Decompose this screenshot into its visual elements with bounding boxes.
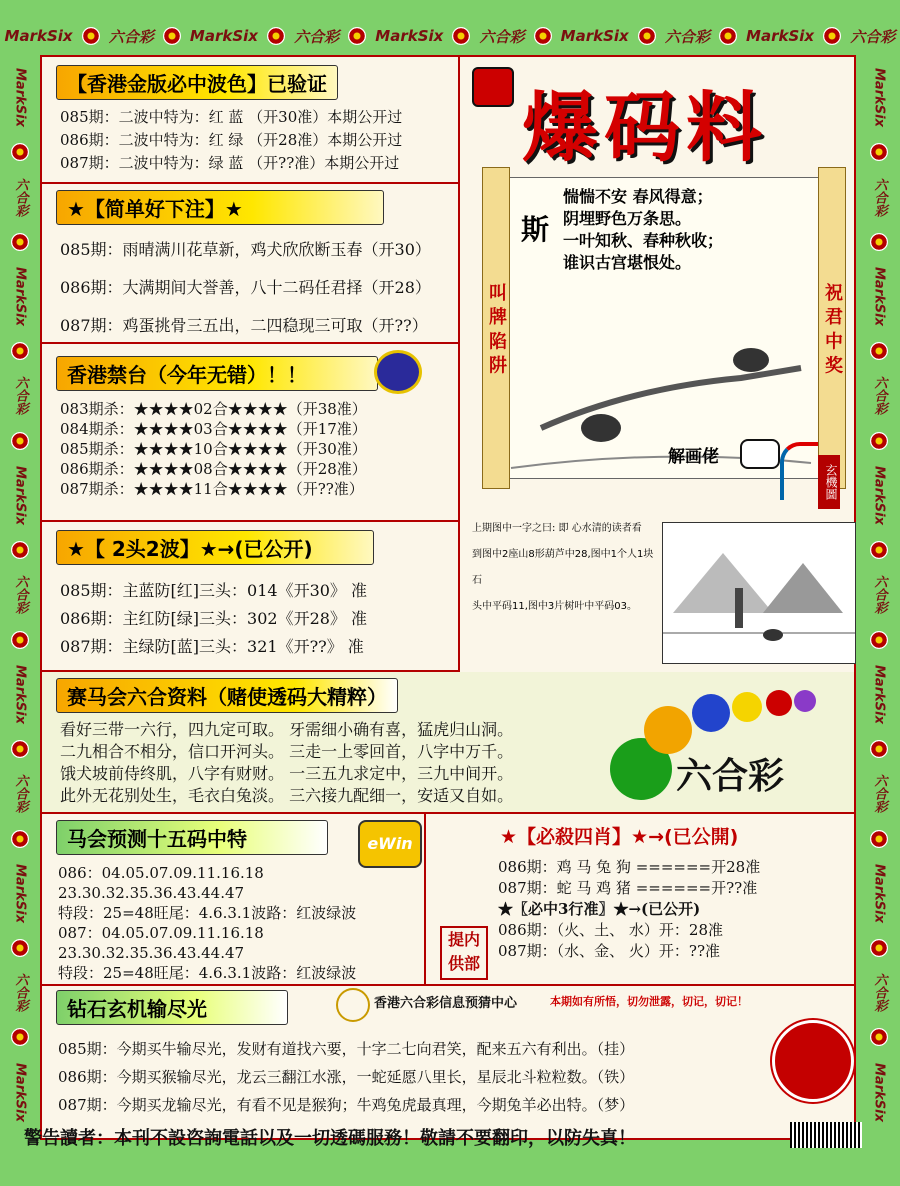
strip-text: 六合彩: [12, 177, 28, 217]
list-item: 看好三带一六行，四九定可取。 牙需细小确有喜，猛虎归山洞。: [60, 720, 514, 739]
strip-text: MarkSix: [12, 863, 28, 923]
flower-icon: [823, 27, 841, 45]
explain-label: 解画佬: [668, 447, 719, 467]
top-strip: [0, 22, 900, 50]
flower-icon: [11, 541, 29, 559]
list-item: 086期：今期买猴输尽光，龙云三翻江水涨，一蛇延愿八里长，星辰北斗粒粒数。（铁）: [58, 1068, 635, 1086]
strip-text: MarkSix: [12, 664, 28, 724]
barcode: [790, 1122, 862, 1148]
flower-icon: [870, 143, 888, 161]
list-item: 086期：二波中特为：红 绿 （开28准）本期公开过: [60, 131, 403, 149]
list-item: 083期杀：★★★★02合★★★★（开38准）: [60, 400, 367, 418]
list-item: 此外无花别处生，毛衣白兔淡。 三六接九配细一，安适又自如。: [60, 786, 514, 805]
list-item: 085期：今期买牛输尽光，发财有道找六要，十字二七向君笑，配来五六有利出。（挂）: [58, 1040, 635, 1058]
strip-text: MarkSix: [12, 68, 28, 128]
bauhinia-emblem-icon: [772, 1020, 854, 1102]
list-item: 087期：（水、金、 火）开：??准: [498, 942, 720, 960]
flower-icon: [11, 233, 29, 251]
strip-text: MarkSix: [871, 267, 887, 327]
strip-text: 六合彩: [871, 177, 887, 217]
section-title: 赛马会六合资料（赌使透码大精粹）: [56, 678, 398, 713]
clue-box: [472, 516, 662, 616]
pointing-hand-icon: [740, 439, 780, 469]
section-title: ★【简单好下注】★: [56, 190, 384, 225]
clue-line: 上期图中一字之曰: 即 心水清的读者看: [472, 523, 642, 534]
flower-icon: [11, 631, 29, 649]
poem-scroll: [500, 177, 820, 479]
mark-six-logo: [600, 690, 850, 810]
strip-text: MarkSix: [12, 1062, 28, 1122]
strip-text: 六合彩: [479, 27, 525, 46]
list-item: 086期：主红防[绿]三头：302《开28》 准: [60, 609, 368, 628]
emblem-icon: [336, 988, 370, 1022]
flower-icon: [534, 27, 552, 45]
poem-label: 斯: [521, 213, 550, 246]
clue-line: 头中平码11,图中3片树叶中平码03。: [472, 601, 637, 612]
logo-dot: [692, 694, 730, 732]
logo-dot: [794, 690, 816, 712]
poem-line: 阴埋野色万条思。: [563, 209, 692, 228]
flower-icon: [11, 432, 29, 450]
strip-text: 六合彩: [871, 973, 887, 1013]
list-item: 23.30.32.35.36.43.44.47: [58, 884, 245, 902]
strip-text: MarkSix: [4, 27, 73, 45]
list-item: 086期：鸡 马 兔 狗 ======开28准: [498, 858, 761, 876]
flower-icon: [870, 1028, 888, 1046]
strip-text: MarkSix: [560, 27, 629, 45]
strip-text: 六合彩: [12, 774, 28, 814]
poem-line: 一叶知秋、春种秋收；: [563, 231, 724, 250]
strip-text: MarkSix: [12, 465, 28, 525]
flower-icon: [638, 27, 656, 45]
flower-icon: [11, 1028, 29, 1046]
coin-icon: [374, 350, 422, 394]
list-item: 特段：25=48旺尾：4.6.3.1波路：红波绿波: [58, 964, 357, 982]
right-scroll-rod: [818, 167, 846, 489]
section-title: ★【必殺四肖】★→(已公開): [500, 826, 739, 848]
flower-icon: [870, 233, 888, 251]
strip-text: MarkSix: [871, 664, 887, 724]
section-fifteen-codes: [42, 814, 426, 986]
section-title: 马会预测十五码中特: [56, 820, 328, 855]
list-item: 085期：雨晴满川花草新，鸡犬欣欣断玉春（开30）: [60, 240, 431, 259]
flower-icon: [870, 939, 888, 957]
strip-text: MarkSix: [375, 27, 444, 45]
ewin-badge: eWin: [358, 820, 422, 868]
section-easy-bet: [42, 184, 460, 344]
clue-line: 到图中2座山8形葫芦中28,图中1个人1块石: [472, 549, 654, 586]
strip-text: MarkSix: [746, 27, 815, 45]
section-title: 【香港金版必中波色】已验证: [56, 65, 338, 100]
flower-icon: [870, 631, 888, 649]
strip-text: MarkSix: [871, 863, 887, 923]
flower-icon: [11, 830, 29, 848]
strip-text: MarkSix: [871, 68, 887, 128]
list-item: 086期：（火、土、 水）开：28准: [498, 921, 723, 939]
poem-line: 谁识古宫堪恨处。: [563, 253, 692, 272]
logo-text: 六合彩: [676, 756, 785, 797]
flower-icon: [11, 143, 29, 161]
warning-footer: 警告讀者：本刊不設咨詢電話以及一切透碼服務！敬請不要翻印，以防失真！: [24, 1128, 636, 1149]
strip-text: 六合彩: [871, 774, 887, 814]
rainbow-hand-icon: [780, 442, 818, 500]
hero-title: 爆码料: [522, 83, 768, 172]
flower-icon: [452, 27, 470, 45]
list-item: 087期：今期买龙输尽光，有看不见是猴狗；牛鸡兔虎最真理，今期兔羊必出特。（梦）: [58, 1096, 635, 1114]
strip-text: 六合彩: [850, 27, 896, 46]
flower-icon: [267, 27, 285, 45]
strip-text: MarkSix: [189, 27, 258, 45]
list-item: 二九相合不相分，信口开河头。 三走一上零回首，八字中万千。: [60, 742, 514, 761]
list-item: 087期：二波中特为：绿 蓝 （开??准）本期公开过: [60, 154, 400, 172]
flower-icon: [870, 740, 888, 758]
section-forbidden: [42, 344, 460, 522]
rod-text: 叫 牌 陷 阱: [486, 282, 507, 374]
info-banner: 香港六合彩信息预猜中心: [374, 996, 518, 1011]
strip-text: 六合彩: [108, 27, 154, 46]
internal-stamp: 提内供部: [440, 926, 488, 980]
strip-text: 六合彩: [871, 575, 887, 615]
section-title: ★【 2头2波】★→(已公开): [56, 530, 374, 565]
strip-text: 六合彩: [294, 27, 340, 46]
logo-dot: [732, 692, 762, 722]
list-item: 084期杀：★★★★03合★★★★（开17准）: [60, 420, 367, 438]
flower-icon: [870, 541, 888, 559]
list-item: 085期：主蓝防[红]三头：014《开30》 准: [60, 581, 368, 600]
flower-icon: [11, 740, 29, 758]
flower-icon: [870, 432, 888, 450]
sub-title: ★〖必中3行准〗★→(已公开): [498, 900, 701, 918]
logo-dot: [644, 706, 692, 754]
list-item: 085期：二波中特为：红 蓝 （开30准）本期公开过: [60, 108, 403, 126]
list-item: 087期杀：★★★★11合★★★★（开??准）: [60, 480, 364, 498]
list-item: 087期：鸡蛋挑骨三五出，二四稳现三可取（开??）: [60, 316, 428, 335]
section-diamond: [42, 986, 854, 1116]
section-title: 香港禁台（今年无错）！！: [56, 356, 378, 391]
strip-text: 六合彩: [12, 575, 28, 615]
fist-icon: [472, 67, 514, 107]
flower-icon: [870, 830, 888, 848]
section-two-heads: [42, 522, 460, 672]
list-item: 086：04.05.07.09.11.16.18: [58, 864, 264, 882]
list-item: 087：04.05.07.09.11.16.18: [58, 924, 264, 942]
flower-icon: [11, 342, 29, 360]
strip-text: MarkSix: [871, 465, 887, 525]
poem-line: 惴惴不安 春风得意；: [563, 187, 713, 206]
flower-icon: [719, 27, 737, 45]
flower-icon: [348, 27, 366, 45]
clue-illustration: [662, 522, 856, 664]
right-strip: [863, 60, 895, 1130]
seal-stamp: 玄機圖: [818, 455, 840, 509]
list-item: 087期：蛇 马 鸡 猪 ======开??准: [498, 879, 758, 897]
strip-text: 六合彩: [871, 376, 887, 416]
list-item: 086期：大满期间大誉善，八十二码任君择（开28）: [60, 278, 431, 297]
section-four-zodiac: [426, 814, 854, 986]
list-item: 087期：主绿防[蓝]三头：321《开??》 准: [60, 637, 364, 656]
list-item: 特段：25=48旺尾：4.6.3.1波路：红波绿波: [58, 904, 357, 922]
strip-text: 六合彩: [12, 376, 28, 416]
flower-icon: [11, 939, 29, 957]
left-scroll-rod: [482, 167, 510, 489]
list-item: 085期杀：★★★★10合★★★★（开30准）: [60, 440, 367, 458]
flower-icon: [163, 27, 181, 45]
section-title: 钻石玄机输尽光: [56, 990, 288, 1025]
strip-text: MarkSix: [12, 267, 28, 327]
section-wave-color: [42, 57, 460, 184]
list-item: 23.30.32.35.36.43.44.47: [58, 944, 245, 962]
flower-icon: [870, 342, 888, 360]
left-strip: [4, 60, 36, 1130]
list-item: 饿犬坡前侍终肌，八字有财财。 一三五九求定中，三九中间开。: [60, 764, 514, 783]
flower-icon: [82, 27, 100, 45]
banner-note: 本期如有所悟，切勿泄露，切记，切记！: [550, 995, 748, 1008]
strip-text: MarkSix: [871, 1062, 887, 1122]
logo-dot: [766, 690, 792, 716]
rod-text: 祝 君 中 奖: [822, 282, 843, 374]
list-item: 086期杀：★★★★08合★★★★（开28准）: [60, 460, 367, 478]
strip-text: 六合彩: [664, 27, 710, 46]
strip-text: 六合彩: [12, 973, 28, 1013]
